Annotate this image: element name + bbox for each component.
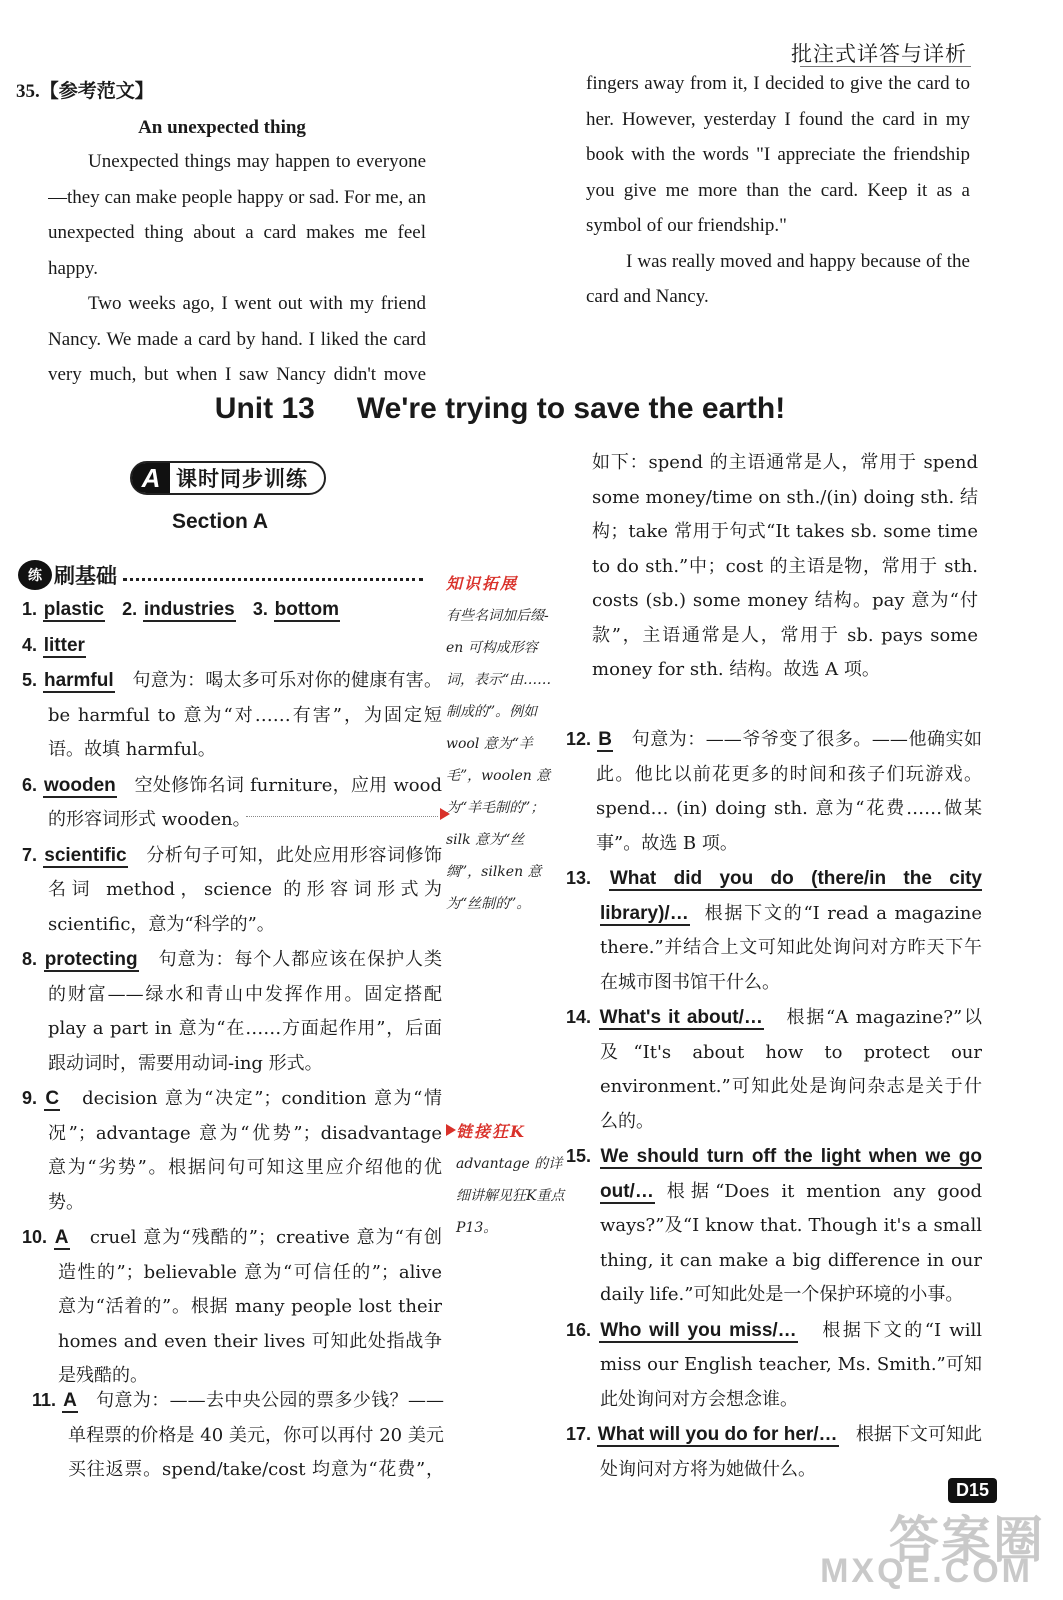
essay-paragraph-2-cont: fingers away from it, I decided to give the card to her. However, yesterday I found the card in my book with the words "I appreciate the friendship you give me more than the card. Keep it as a symbol of our friendship." bbox=[586, 73, 970, 236]
essay-right bbox=[586, 66, 970, 315]
practice-dots bbox=[123, 569, 423, 581]
note-arrow-1 bbox=[440, 808, 452, 820]
answer-row-17: 17. What will you do for her/… 根据下文可知此处询问对方将为她做什么。 bbox=[566, 1424, 983, 1480]
explanation-11: 句意为：——去中央公园的票多少钱？——单程票的价格是 40 美元，你可以再付 20 美元买往返票。spend/take/cost 均意为“花费”， bbox=[68, 1390, 444, 1480]
answer-3: bottom bbox=[274, 599, 339, 620]
answer-13: What did you do (there/in the city library)/… bbox=[600, 868, 982, 924]
explanation-5: 句意为：喝太多可乐对你的健康有害。be harmful to 意为“对……有害”，为固定短语。故填 harmful。 bbox=[48, 670, 442, 760]
explanation-7: 分析句子可知，此处应用形容词修饰名词 method，science 的形容词形式为 scientific，意为“科学的”。 bbox=[48, 844, 442, 935]
unit-heading: We're trying to save the earth! bbox=[356, 392, 786, 425]
note-link-text: advantage 的详细讲解见狂K重点 P13。 bbox=[456, 1156, 565, 1236]
watermark-url: MXQE.COM bbox=[820, 1552, 1033, 1590]
unit-number: Unit 13 bbox=[214, 392, 315, 425]
answer-11-left-clip: 11. A 句意为：——去中央公园的票多少钱？——单程票的价格是 40 美元，你可以再付 20 美元买往返票。spend/take/cost 均意为“花费”， bbox=[32, 1383, 444, 1487]
essay-paragraph-2: Two weeks ago, I went out with my friend Nancy. We made a card by hand. I liked the card very much, but when I saw Nancy didn't move bbox=[48, 293, 426, 384]
explanation-6: 空处修饰名词 furniture，应用 wood 的形容词形式 wooden。 bbox=[48, 774, 442, 830]
essay-body-left bbox=[48, 144, 426, 384]
explanation-11-cont: 如下：spend 的主语通常是人，常用于 spend some money/time on sth./(in) doing sth. 结构；take 常用于句式“It takes sb. some time to do sth.”中；cost 的主语是物，常用于 sth. costs (sb.) some money 结构。pay 意为“付款”，主语通常是人，常用于 sb. pays some money for sth. 结构。故选 A 项。 bbox=[592, 452, 978, 680]
essay-paragraph-1: Unexpected things may happen to everyone—they can make people happy or sad. For me, an unexpected thing about a card makes me feel happy. bbox=[48, 151, 426, 279]
answer-16: Who will you miss/… bbox=[600, 1319, 797, 1341]
practice-header bbox=[18, 560, 423, 590]
watermark-logo: 答案圈 bbox=[889, 1512, 1045, 1568]
answer-7: scientific bbox=[44, 844, 127, 866]
answer-row-6: 6. wooden 空处修饰名词 furniture，应用 wood 的形容词形式 wooden。 bbox=[22, 774, 442, 830]
essay-left bbox=[16, 74, 428, 145]
answer-15: We should turn off the light when we go out/… bbox=[600, 1146, 982, 1202]
answer-8: protecting bbox=[44, 949, 138, 970]
badge-letter: A bbox=[132, 463, 170, 493]
explanation-15: 根据“Does it mention any good ways?”及“I know that. Though it's a small thing, it can make a big difference in our daily life.”可知此处是一个保护环境的小事。 bbox=[600, 1180, 982, 1305]
answer-row-5: 5. harmful 句意为：喝太多可乐对你的健康有害。be harmful to 意为“对……有害”，为固定短语。故填 harmful。 bbox=[22, 670, 442, 760]
answer-14: What's it about/… bbox=[599, 1007, 763, 1028]
explanation-13: 根据下文的“I read a magazine there.”并结合上文可知此处询问对方昨天下午在城市图书馆干什么。 bbox=[600, 902, 982, 993]
answer-row-16: 16. Who will you miss/… 根据下文的“I will miss our English teacher, Ms. Smith.”可知此处询问对方会想念谁。 bbox=[566, 1319, 982, 1410]
answer-1: plastic bbox=[43, 599, 104, 620]
answer-row-13: 13. What did you do (there/in the city library)/… 根据下文的“I read a magazine there.”并结合上文可知此处询问对方昨天下午在城市图书馆干什么。 bbox=[566, 868, 982, 993]
note-knowledge-text: 有些名词加后缀-en 可构成形容词，表示“由……制成的”。例如 wool 意为“羊毛”，woolen 意为“羊毛制的”；silk 意为“丝绸”，silken 意为“丝制的”。 bbox=[446, 608, 552, 912]
answer-5: harmful bbox=[43, 670, 114, 691]
note-link bbox=[456, 1116, 566, 1244]
answer-row-12: 12. B 句意为：——爷爷变了很多。——他确实如此。他比以前花更多的时间和孩子们玩游戏。spend… (in) doing sth. 意为“花费……做某事”。故选 B 项。 bbox=[566, 729, 982, 854]
explanation-16: 根据下文的“I will miss our English teacher, Ms. Smith.”可知此处询问对方会想念谁。 bbox=[600, 1319, 982, 1410]
answer-10: A bbox=[54, 1227, 69, 1248]
explanation-17: 根据下文可知此处询问对方将为她做什么。 bbox=[600, 1424, 983, 1480]
answer-6: wooden bbox=[43, 774, 116, 796]
answer-12: B bbox=[598, 729, 613, 750]
unit-title bbox=[0, 392, 1000, 426]
answer-row-9: 9. C decision 意为“决定”；condition 意为“情况”；advantage 意为“优势”；disadvantage 意为“劣势”。根据问句可知这里应介绍他的优势。 bbox=[22, 1088, 442, 1213]
page-number: D15 bbox=[948, 1478, 997, 1503]
essay-title: An unexpected thing bbox=[138, 116, 306, 138]
answers-left bbox=[22, 592, 442, 1394]
note-pointer-line bbox=[246, 816, 438, 817]
answer-4: litter bbox=[43, 634, 85, 656]
answer-17: What will you do for her/… bbox=[597, 1424, 838, 1445]
answer-row-1-3: 1. plastic 2. industries 3. bottom bbox=[22, 599, 339, 620]
section-title: Section A bbox=[172, 510, 269, 533]
note-knowledge bbox=[446, 568, 558, 920]
essay-label: 35.【参考范文】 bbox=[16, 81, 154, 102]
answer-row-15: 15. We should turn off the light when we go out/… 根据“Does it mention any good ways?”及“I know that. Though it's a small thing, it can make a big difference in our daily life.”可知此处是一个保护环境的小事。 bbox=[566, 1146, 982, 1305]
answer-11: A bbox=[63, 1390, 77, 1411]
explanation-14: 根据“A magazine?”以及“It's about how to protect our environment.”可知此处是询问杂志是关于什么的。 bbox=[600, 1007, 982, 1132]
explanation-12: 句意为：——爷爷变了很多。——他确实如此。他比以前花更多的时间和孩子们玩游戏。spend… (in) doing sth. 意为“花费……做某事”。故选 B 项。 bbox=[596, 729, 982, 854]
answer-2: industries bbox=[143, 599, 235, 620]
answer-11-right-clip bbox=[592, 446, 978, 722]
answer-row-14: 14. What's it about/… 根据“A magazine?”以及“It's about how to protect our environment.”可知此处是询问杂志是关于什么的。 bbox=[566, 1007, 982, 1132]
essay-right-clip bbox=[586, 66, 970, 346]
essay-paragraph-3: I was really moved and happy because of the card and Nancy. bbox=[586, 250, 970, 307]
answer-row-8: 8. protecting 句意为：每个人都应该在保护人类的财富——绿水和青山中发挥作用。固定搭配 play a part in 意为“在……方面起作用”，后面跟动词时，需要用动词-ing 形式。 bbox=[22, 949, 442, 1074]
answer-9: C bbox=[45, 1088, 60, 1109]
explanation-8: 句意为：每个人都应该在保护人类的财富——绿水和青山中发挥作用。固定搭配 play a part in 意为“在……方面起作用”，后面跟动词时，需要用动词-ing 形式。 bbox=[48, 949, 442, 1074]
practice-icon: 练 bbox=[18, 560, 52, 590]
answer-row-7: 7. scientific 分析句子可知，此处应用形容词修饰名词 method，science 的形容词形式为 scientific，意为“科学的”。 bbox=[22, 844, 442, 935]
answer-row-10: 10. A cruel 意为“残酷的”；creative 意为“有创造性的”；believable 意为“可信任的”；alive 意为“活着的”。根据 many people lost their homes and even their lives 可知此处指战争是残酷的。 bbox=[22, 1227, 442, 1386]
note-knowledge-title: 知识拓展 bbox=[446, 574, 519, 593]
explanation-10: cruel 意为“残酷的”；creative 意为“有创造性的”；believable 意为“可信任的”；alive 意为“活着的”。根据 many people lost their homes and even their lives 可知此处指战争是残酷的。 bbox=[58, 1227, 442, 1386]
explanation-9: decision 意为“决定”；condition 意为“情况”；advantage 意为“优势”；disadvantage 意为“劣势”。根据问句可知这里应介绍他的优势。 bbox=[48, 1088, 442, 1213]
badge-text: 课时同步训练 bbox=[176, 466, 308, 491]
practice-label: 刷基础 bbox=[54, 563, 117, 588]
answer-row-4: 4. litter bbox=[22, 634, 85, 656]
note-link-title: 链接狂K bbox=[456, 1122, 526, 1141]
answers-right bbox=[566, 722, 982, 1487]
lesson-badge bbox=[130, 461, 326, 495]
header-title: 批注式详答与详析 bbox=[791, 42, 967, 66]
